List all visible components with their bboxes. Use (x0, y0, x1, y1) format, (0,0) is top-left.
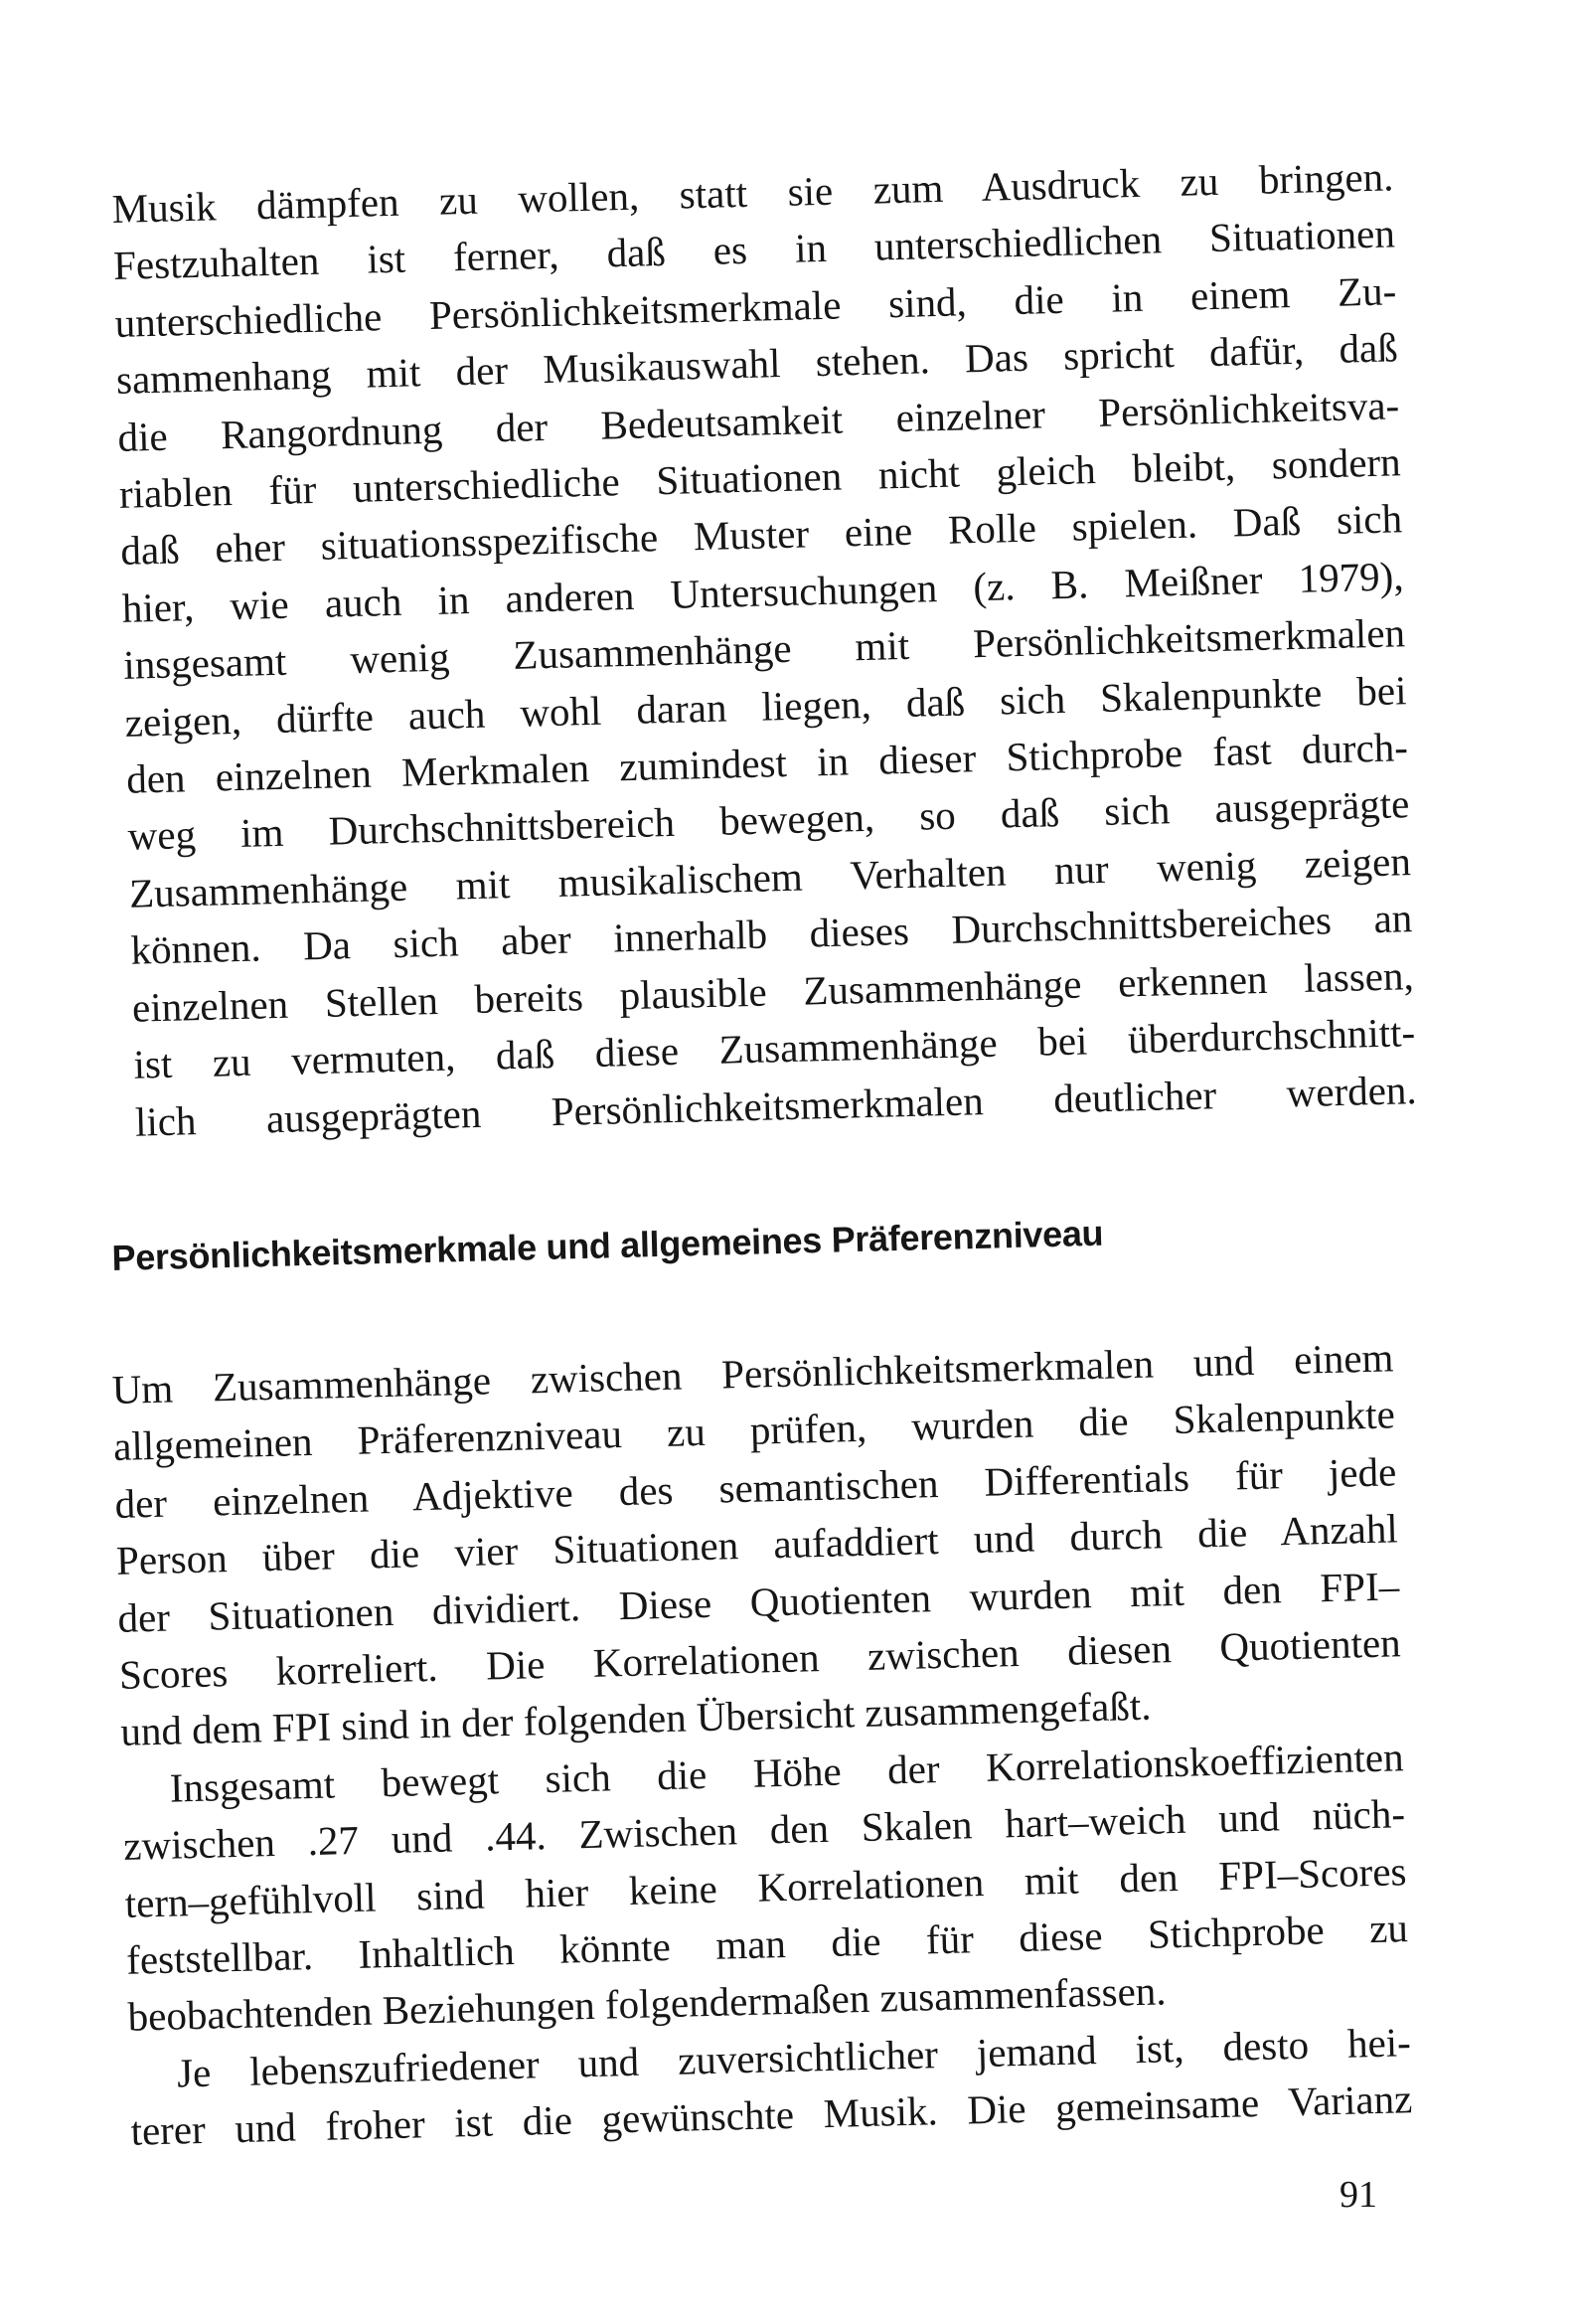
text-line: die Rangordnung der Bedeutsamkeit einzelner Persönlichkeitsva- (116, 381, 1400, 460)
text-line: Zusammenhänge mit musikalischem Verhalten nur wenig zeigen (128, 838, 1412, 916)
text-line: Musik dämpfen zu wollen, statt sie zum Ausdruck zu bringen. (111, 153, 1394, 232)
text-line: Person über die vier Situationen aufaddiert und durch die Anzahl (115, 1505, 1399, 1584)
text-line: allgemeinen Präferenzniveau zu prüfen, wurden die Skalenpunkte (112, 1391, 1396, 1470)
section-body (111, 1329, 1413, 2160)
section-heading: Persönlichkeitsmerkmale und allgemeines Präferenzniveau (111, 1212, 1104, 1278)
text-line: insgesamt wenig Zusammenhänge mit Persönlichkeitsmerkmalen (122, 609, 1406, 689)
text-line: Festzuhalten ist ferner, daß es in unterschiedlichen Situationen (112, 210, 1396, 289)
text-line: Je lebenszufriedener und zuversichtlicher jemand ist, desto hei- (176, 2019, 1412, 2096)
text-line: sammenhang mit der Musikauswahl stehen. Das spricht dafür, daß (115, 324, 1399, 404)
text-line: und dem FPI sind in der folgenden Übersicht zusammengefaßt. (119, 1683, 1152, 1755)
text-line: riablen für unterschiedliche Situationen nicht gleich bleibt, sondern (118, 438, 1402, 517)
text-line: beobachtenden Beziehungen folgendermaßen zusammenfassen. (127, 1967, 1168, 2041)
text-line: der einzelnen Adjektive des semantischen Differentials für jede (114, 1448, 1397, 1527)
text-line: unterschiedliche Persönlichkeitsmerkmale sind, die in einem Zu- (114, 267, 1397, 346)
text-line: der Situationen dividiert. Diese Quotienten wurden mit den FPI– (116, 1562, 1400, 1641)
paragraph-continued (111, 148, 1417, 1150)
text-line: Insgesamt bewegt sich die Höhe der Korrelationskoeffizienten (169, 1734, 1405, 1811)
text-line: zwischen .27 und .44. Zwischen den Skalen hart–weich und nüch- (122, 1790, 1406, 1870)
page-number: 91 (1340, 2174, 1377, 2216)
text-line: können. Da sich aber innerhalb dieses Durchschnittsbereiches an (130, 895, 1413, 974)
text-line: tern–gefühlvoll sind hier keine Korrelationen mit den FPI–Scores (124, 1847, 1407, 1926)
text-line: zeigen, dürfte auch wohl daran liegen, daß sich Skalenpunkte bei (124, 666, 1407, 746)
text-line: einzelnen Stellen bereits plausible Zusammenhänge erkennen lassen, (131, 951, 1415, 1031)
text-line: feststellbar. Inhaltlich könnte man die für diese Stichprobe zu (125, 1905, 1409, 1983)
text-line: den einzelnen Merkmalen zumindest in dieser Stichprobe fast durch- (125, 724, 1409, 802)
text-line: lich ausgeprägten Persönlichkeitsmerkmalen deutlicher werden. (134, 1066, 1418, 1145)
text-line: weg im Durchschnittsbereich bewegen, so daß sich ausgeprägte (127, 780, 1410, 860)
text-line: terer und froher ist die gewünschte Musik. Die gemeinsame Varianz (130, 2075, 1413, 2155)
text-line: ist zu vermuten, daß diese Zusammenhänge bei überdurchschnitt- (132, 1009, 1416, 1087)
text-line: Um Zusammenhänge zwischen Persönlichkeitsmerkmalen und einem (111, 1334, 1394, 1412)
text-line: Scores korreliert. Die Korrelationen zwischen diesen Quotienten (118, 1619, 1402, 1698)
text-line: daß eher situationsspezifische Muster eine Rolle spielen. Daß sich (119, 495, 1403, 575)
text-line: hier, wie auch in anderen Untersuchungen (z. B. Meißner 1979), (121, 553, 1405, 631)
